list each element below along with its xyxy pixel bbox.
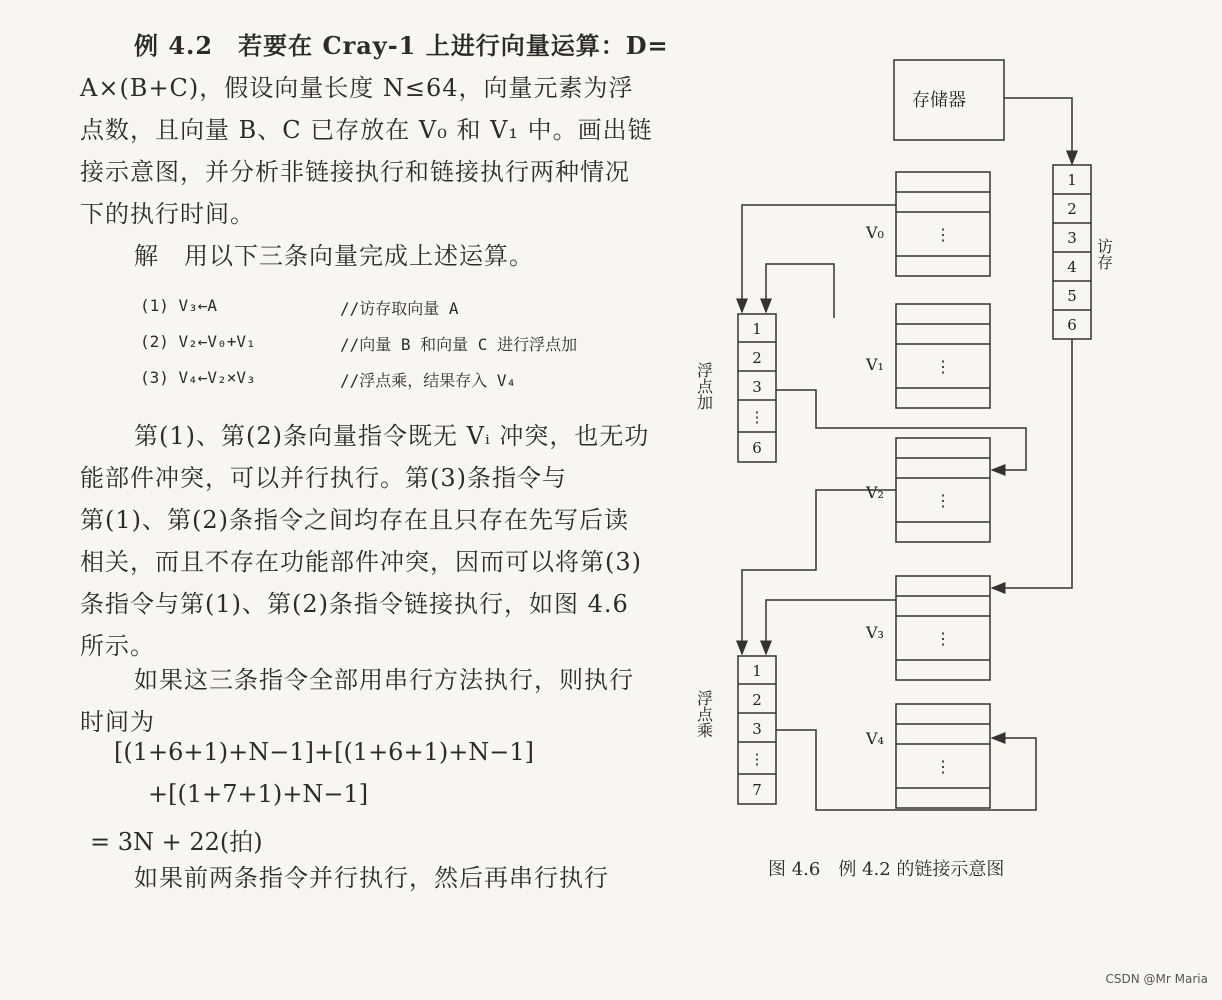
register-labels [865,223,884,748]
add-stage-dots: ⋮ [749,408,765,426]
example-line-5: 下的执行时间。 [80,200,255,228]
arrow-v1-to-add [766,264,834,318]
analysis-line-1: 第(1)、第(2)条向量指令既无 Vᵢ 冲突，也无功 [134,422,650,450]
mul-stage-3: 3 [752,720,762,738]
instruction-1-code: (1) V₃←A [140,296,218,315]
instruction-2-code: (2) V₂←V₀+V₁ [140,332,256,351]
example-line-2: A×(B+C)，假设向量长度 N≤64，向量元素为浮 [80,74,634,102]
register-dots [935,225,951,776]
serial-last-line: 如果前两条指令并行执行，然后再串行执行 [134,864,609,892]
formula-line-1: [(1+6+1)+N−1]+[(1+6+1)+N−1] [114,738,535,766]
access-stage-2: 2 [1067,200,1077,218]
register-v1 [896,304,990,408]
access-stage-4: 4 [1067,258,1077,276]
arrow-v0-to-add [742,205,896,312]
formula-line-2: +[(1+7+1)+N−1] [148,780,369,808]
watermark: CSDN @Mr Maria [1105,972,1208,986]
access-label: 访存 [1094,238,1114,270]
v4-label: V₄ [866,729,884,748]
v1-label: V₁ [866,355,884,374]
register-v3 [896,576,990,680]
v4-dots: ⋮ [935,757,951,776]
solution-line: 解 用以下三条向量完成上述运算。 [134,242,534,270]
register-v4 [896,704,990,808]
mul-stage-1: 1 [752,662,762,680]
register-v0 [896,172,990,276]
analysis-line-5: 条指令与第(1)、第(2)条指令链接执行，如图 4.6 [80,590,629,618]
analysis-line-2: 能部件冲突，可以并行执行。第(3)条指令与 [80,464,567,492]
v0-dots: ⋮ [935,225,951,244]
register-v2 [896,438,990,542]
v2-label: V₂ [866,483,884,502]
access-stage-3: 3 [1067,229,1077,247]
v2-dots: ⋮ [935,491,951,510]
example-line-1: 例 4.2 若要在 Cray-1 上进行向量运算：D= [134,31,669,60]
analysis-line-3: 第(1)、第(2)条指令之间均存在且只存在先写后读 [80,506,629,534]
example-line-4: 接示意图，并分析非链接执行和链接执行两种情况 [80,158,630,186]
access-stage-1: 1 [1067,171,1077,189]
arrow-mul-to-v4 [776,730,1036,810]
serial-line-1: 如果这三条指令全部用串行方法执行，则执行 [134,666,634,694]
v0-label: V₀ [866,223,884,242]
access-stage-6: 6 [1067,316,1077,334]
add-stage-2: 2 [752,349,762,367]
float-mul-label: 浮点乘 [694,690,714,738]
add-stage-3: 3 [752,378,762,396]
instruction-3-code: (3) V₄←V₂×V₃ [140,368,256,387]
instruction-2-comment: //向量 B 和向量 C 进行浮点加 [340,335,578,354]
analysis-line-4: 相关，而且不存在功能部件冲突，因而可以将第(3) [80,548,642,576]
mul-stage-labels [750,662,765,799]
figure-caption: 图 4.6 例 4.2 的链接示意图 [768,859,1005,880]
float-add-label: 浮点加 [694,362,714,410]
v3-dots: ⋮ [935,629,951,648]
instruction-3-comment: //浮点乘，结果存入 V₄ [340,371,517,390]
mul-stage-2: 2 [752,691,762,709]
access-stage-5: 5 [1067,287,1077,305]
arrow-access-to-v3 [992,339,1072,588]
analysis-line-6: 所示。 [80,632,155,660]
arrow-memory-to-access [1004,98,1072,164]
mul-stage-7: 7 [752,781,762,799]
chaining-diagram [694,40,1114,840]
memory-label: 存储器 [912,90,966,111]
formula-line-3: = 3N + 22(拍) [90,828,263,856]
example-line-3: 点数，且向量 B、C 已存放在 V₀ 和 V₁ 中。画出链 [80,116,653,144]
add-stage-6: 6 [752,439,762,457]
add-stage-labels [750,320,765,457]
v3-label: V₃ [866,623,884,642]
instruction-1-comment: //访存取向量 A [340,299,459,318]
serial-line-2: 时间为 [80,708,155,736]
mul-stage-dots: ⋮ [749,750,765,768]
v1-dots: ⋮ [935,357,951,376]
add-stage-1: 1 [752,320,762,338]
access-pipeline [1053,165,1091,339]
